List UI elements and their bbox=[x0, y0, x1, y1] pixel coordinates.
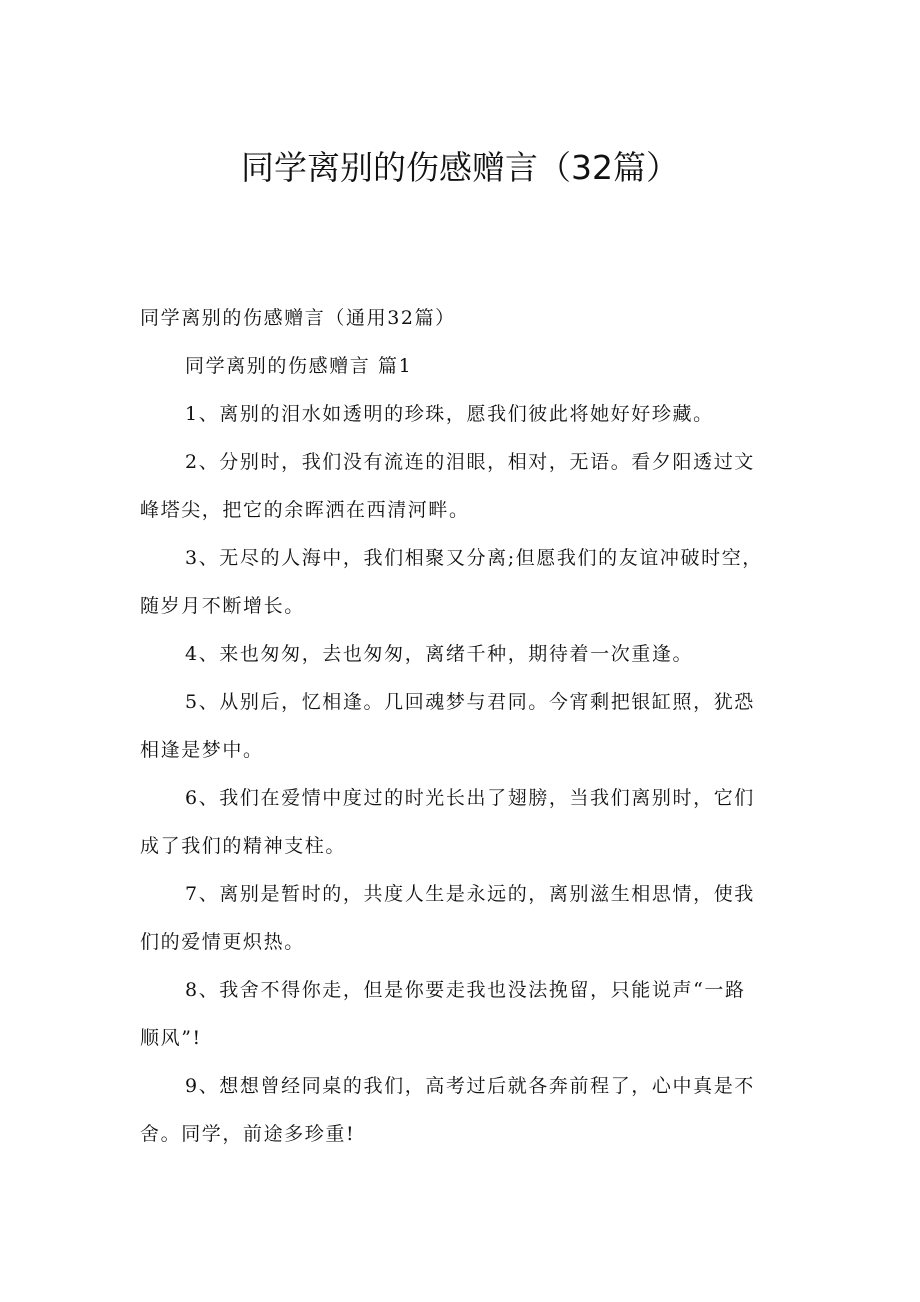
paragraph-line: 3、无尽的人海中，我们相聚又分离;但愿我们的友谊冲破时空， bbox=[185, 547, 763, 569]
paragraph-line: 8、我舍不得你走，但是你要走我也没法挽留，只能说声“一路 bbox=[185, 979, 746, 1001]
document-subtitle: 同学离别的伤感赠言（通用32篇） bbox=[140, 307, 456, 329]
paragraph-line: 2、分别时，我们没有流连的泪眼，相对，无语。看夕阳透过文 bbox=[185, 451, 755, 473]
paragraph-line: 随岁月不断增长。 bbox=[140, 595, 305, 617]
paragraph-line: 顺风”! bbox=[140, 1027, 202, 1049]
paragraph-line: 相逢是梦中。 bbox=[140, 739, 264, 761]
paragraph-line: 9、想想曾经同桌的我们，高考过后就各奔前程了，心中真是不 bbox=[185, 1075, 755, 1097]
paragraph-line: 4、来也匆匆，去也匆匆，离绪千种，期待着一次重逢。 bbox=[185, 643, 694, 665]
paragraph-line: 7、离别是暂时的，共度人生是永远的，离别滋生相思情，使我 bbox=[185, 883, 755, 905]
paragraph-line: 们的爱情更炽热。 bbox=[140, 931, 305, 953]
document-title: 同学离别的伤感赠言（32篇） bbox=[241, 148, 679, 187]
section-heading: 同学离别的伤感赠言 篇1 bbox=[185, 355, 413, 377]
paragraph-line: 舍。同学，前途多珍重! bbox=[140, 1123, 356, 1145]
paragraph-line: 5、从别后，忆相逢。几回魂梦与君同。今宵剩把银缸照，犹恐 bbox=[185, 691, 755, 713]
paragraph-line: 1、离别的泪水如透明的珍珠，愿我们彼此将她好好珍藏。 bbox=[185, 403, 714, 425]
paragraph-line: 成了我们的精神支柱。 bbox=[140, 835, 347, 857]
document-body bbox=[140, 294, 800, 1158]
paragraph-line: 6、我们在爱情中度过的时光长出了翅膀，当我们离别时，它们 bbox=[185, 787, 755, 809]
paragraph-line: 峰塔尖，把它的余晖洒在西清河畔。 bbox=[140, 499, 470, 521]
